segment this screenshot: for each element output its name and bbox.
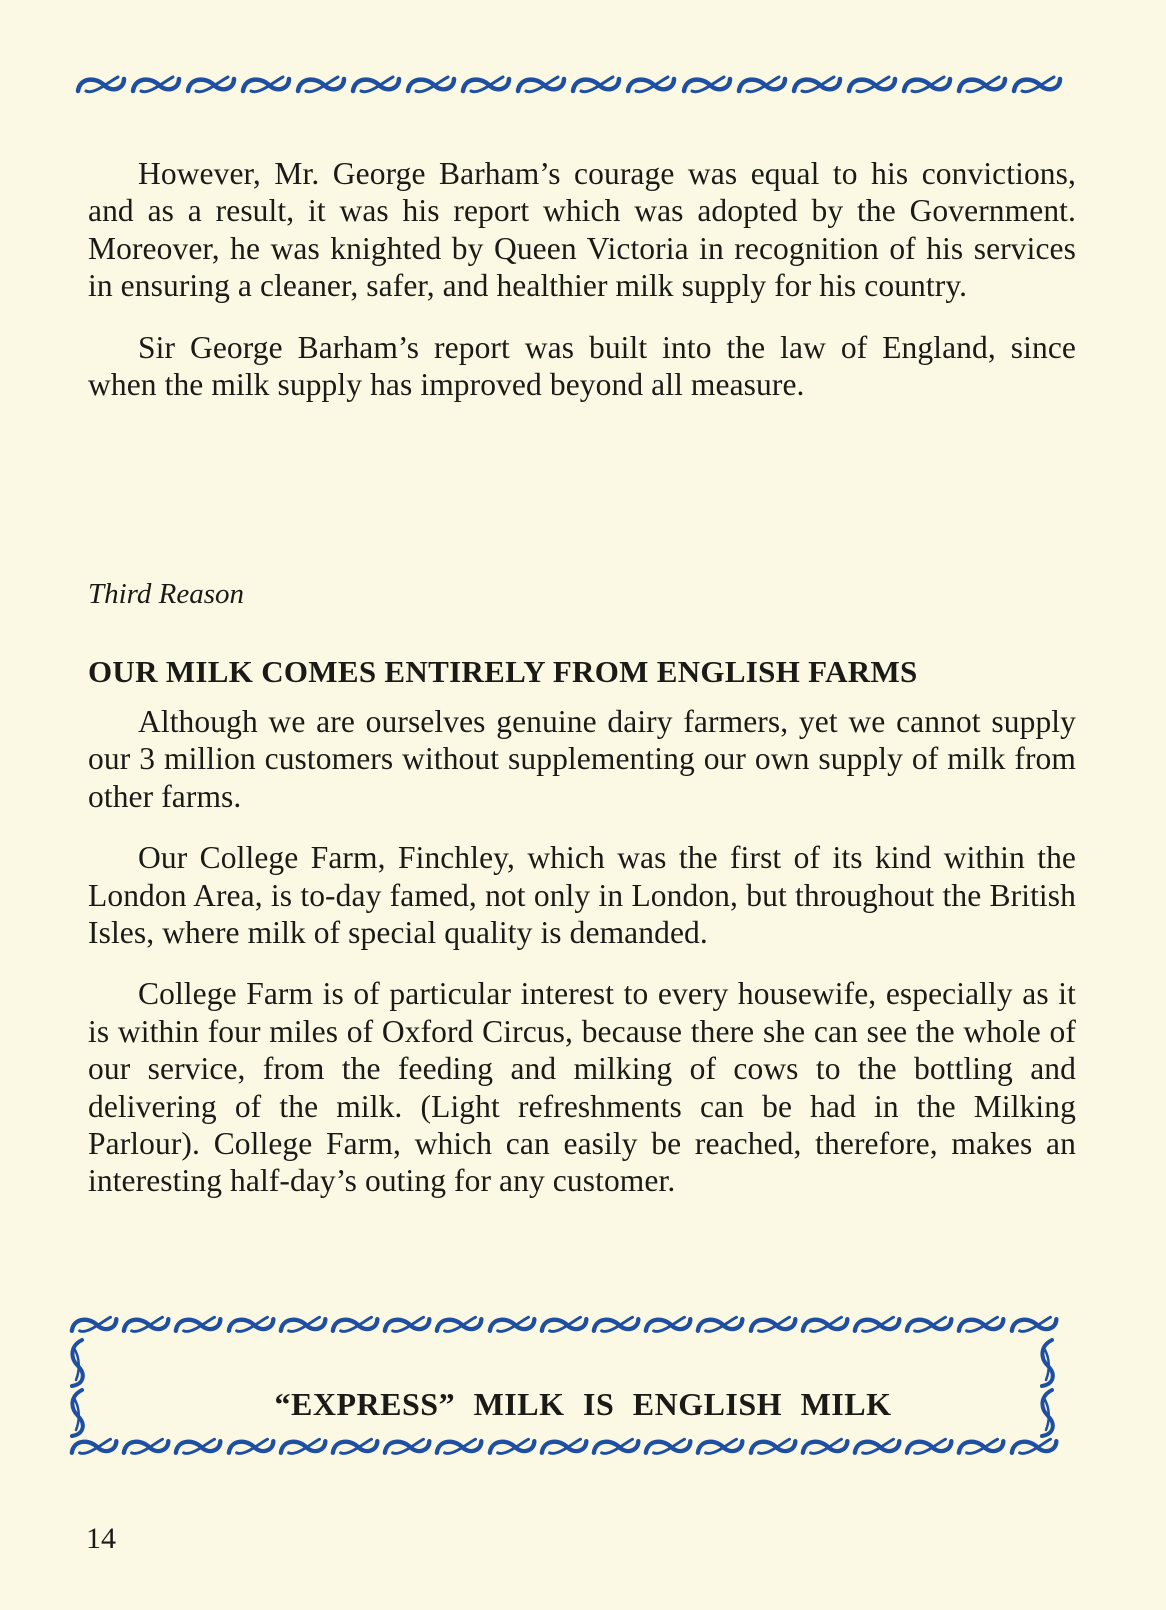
wave-ornament-icon	[294, 69, 348, 99]
wave-ornament-icon	[747, 1431, 799, 1461]
callout-title: “EXPRESS” MILK IS ENGLISH MILK	[274, 1386, 892, 1422]
wave-ornament-icon	[381, 1431, 433, 1461]
wave-ornament-icon	[329, 1431, 381, 1461]
paragraph-college-farm-visit: College Farm is of particular interest to every housewife, especially as it is within four miles of Oxford Circus, because there she can see the whole of our service, from the feeding and milking of cows to the bottling and delivering of the milk. (Light refreshments can be had in the Milking Parlour). College Farm, which can easily be reached, therefore, makes an interesting half-day’s outing for any customer.	[88, 976, 1076, 1199]
wave-ornament-icon	[329, 1309, 381, 1339]
callout-left-border	[66, 1336, 90, 1440]
wave-ornament-icon	[538, 1431, 590, 1461]
wave-ornament-icon	[172, 1431, 224, 1461]
paragraph-barham-courage: However, Mr. George Barham’s courage was equal to his convictions, and as a result, it was his report which was adopted by the Government. Moreover, he was knighted by Queen Victoria in recognition of his services in ensuring a cleaner, safer, and healthier milk supply for his country.	[88, 156, 1076, 304]
wave-ornament-icon	[642, 1431, 694, 1461]
section-subhead: Third Reason	[88, 578, 245, 610]
intro-text-block	[88, 155, 1076, 403]
section-text-block	[88, 703, 1076, 1200]
wave-ornament-icon	[225, 1309, 277, 1339]
callout-bottom-border	[68, 1428, 1060, 1464]
wave-ornament-icon	[486, 1431, 538, 1461]
paragraph-college-farm-fame: Our College Farm, Finchley, which was the first of its kind within the London Area, is to-day famed, not only in London, but throughout the British Isles, where milk of special quality is demanded.	[88, 840, 1076, 951]
wave-ornament-icon	[900, 69, 954, 99]
wave-ornament-icon	[538, 1309, 590, 1339]
wave-ornament-icon	[1008, 1431, 1060, 1461]
paragraph-barham-report: Sir George Barham’s report was built into the law of England, since when the milk supply has improved beyond all measure.	[88, 329, 1076, 403]
wave-ornament-icon	[239, 69, 293, 99]
wave-ornament-icon	[790, 69, 844, 99]
wave-ornament-icon	[799, 1431, 851, 1461]
wave-ornament-icon	[799, 1309, 851, 1339]
wave-ornament-icon	[845, 69, 899, 99]
wave-ornament-icon	[735, 69, 789, 99]
wave-ornament-icon	[129, 69, 183, 99]
wave-ornament-icon	[433, 1309, 485, 1339]
s-scroll-ornament-icon	[66, 1336, 90, 1440]
wave-ornament-icon	[747, 1309, 799, 1339]
wave-ornament-icon	[569, 69, 623, 99]
wave-ornament-icon	[381, 1309, 433, 1339]
wave-ornament-icon	[514, 69, 568, 99]
wave-ornament-icon	[120, 1431, 172, 1461]
wave-ornament-icon	[624, 69, 678, 99]
wave-ornament-icon	[903, 1431, 955, 1461]
wave-ornament-icon	[851, 1309, 903, 1339]
wave-ornament-icon	[1008, 1309, 1060, 1339]
wave-ornament-icon	[694, 1431, 746, 1461]
wave-ornament-icon	[404, 69, 458, 99]
wave-ornament-icon	[74, 69, 128, 99]
wave-ornament-icon	[903, 1309, 955, 1339]
wave-ornament-icon	[642, 1309, 694, 1339]
wave-ornament-icon	[1010, 69, 1064, 99]
wave-ornament-icon	[433, 1431, 485, 1461]
wave-ornament-icon	[680, 69, 734, 99]
wave-ornament-icon	[277, 1431, 329, 1461]
wave-ornament-icon	[68, 1431, 120, 1461]
wave-ornament-icon	[68, 1309, 120, 1339]
wave-ornament-icon	[694, 1309, 746, 1339]
wave-ornament-icon	[459, 69, 513, 99]
wave-ornament-icon	[955, 1431, 1007, 1461]
wave-ornament-icon	[172, 1309, 224, 1339]
page-number: 14	[86, 1522, 116, 1555]
wave-ornament-icon	[955, 69, 1009, 99]
wave-ornament-icon	[851, 1431, 903, 1461]
wave-ornament-icon	[590, 1431, 642, 1461]
top-ornament-border	[74, 66, 1064, 102]
wave-ornament-icon	[955, 1309, 1007, 1339]
callout-top-border	[68, 1306, 1060, 1342]
wave-ornament-icon	[486, 1309, 538, 1339]
wave-ornament-icon	[277, 1309, 329, 1339]
wave-ornament-icon	[184, 69, 238, 99]
section-heading: OUR MILK COMES ENTIRELY FROM ENGLISH FARMS	[88, 654, 918, 689]
wave-ornament-icon	[349, 69, 403, 99]
wave-ornament-icon	[590, 1309, 642, 1339]
wave-ornament-icon	[225, 1431, 277, 1461]
paragraph-supplement-supply: Although we are ourselves genuine dairy farmers, yet we cannot supply our 3 million customers without supplementing our own supply of milk from other farms.	[88, 704, 1076, 814]
wave-ornament-icon	[120, 1309, 172, 1339]
